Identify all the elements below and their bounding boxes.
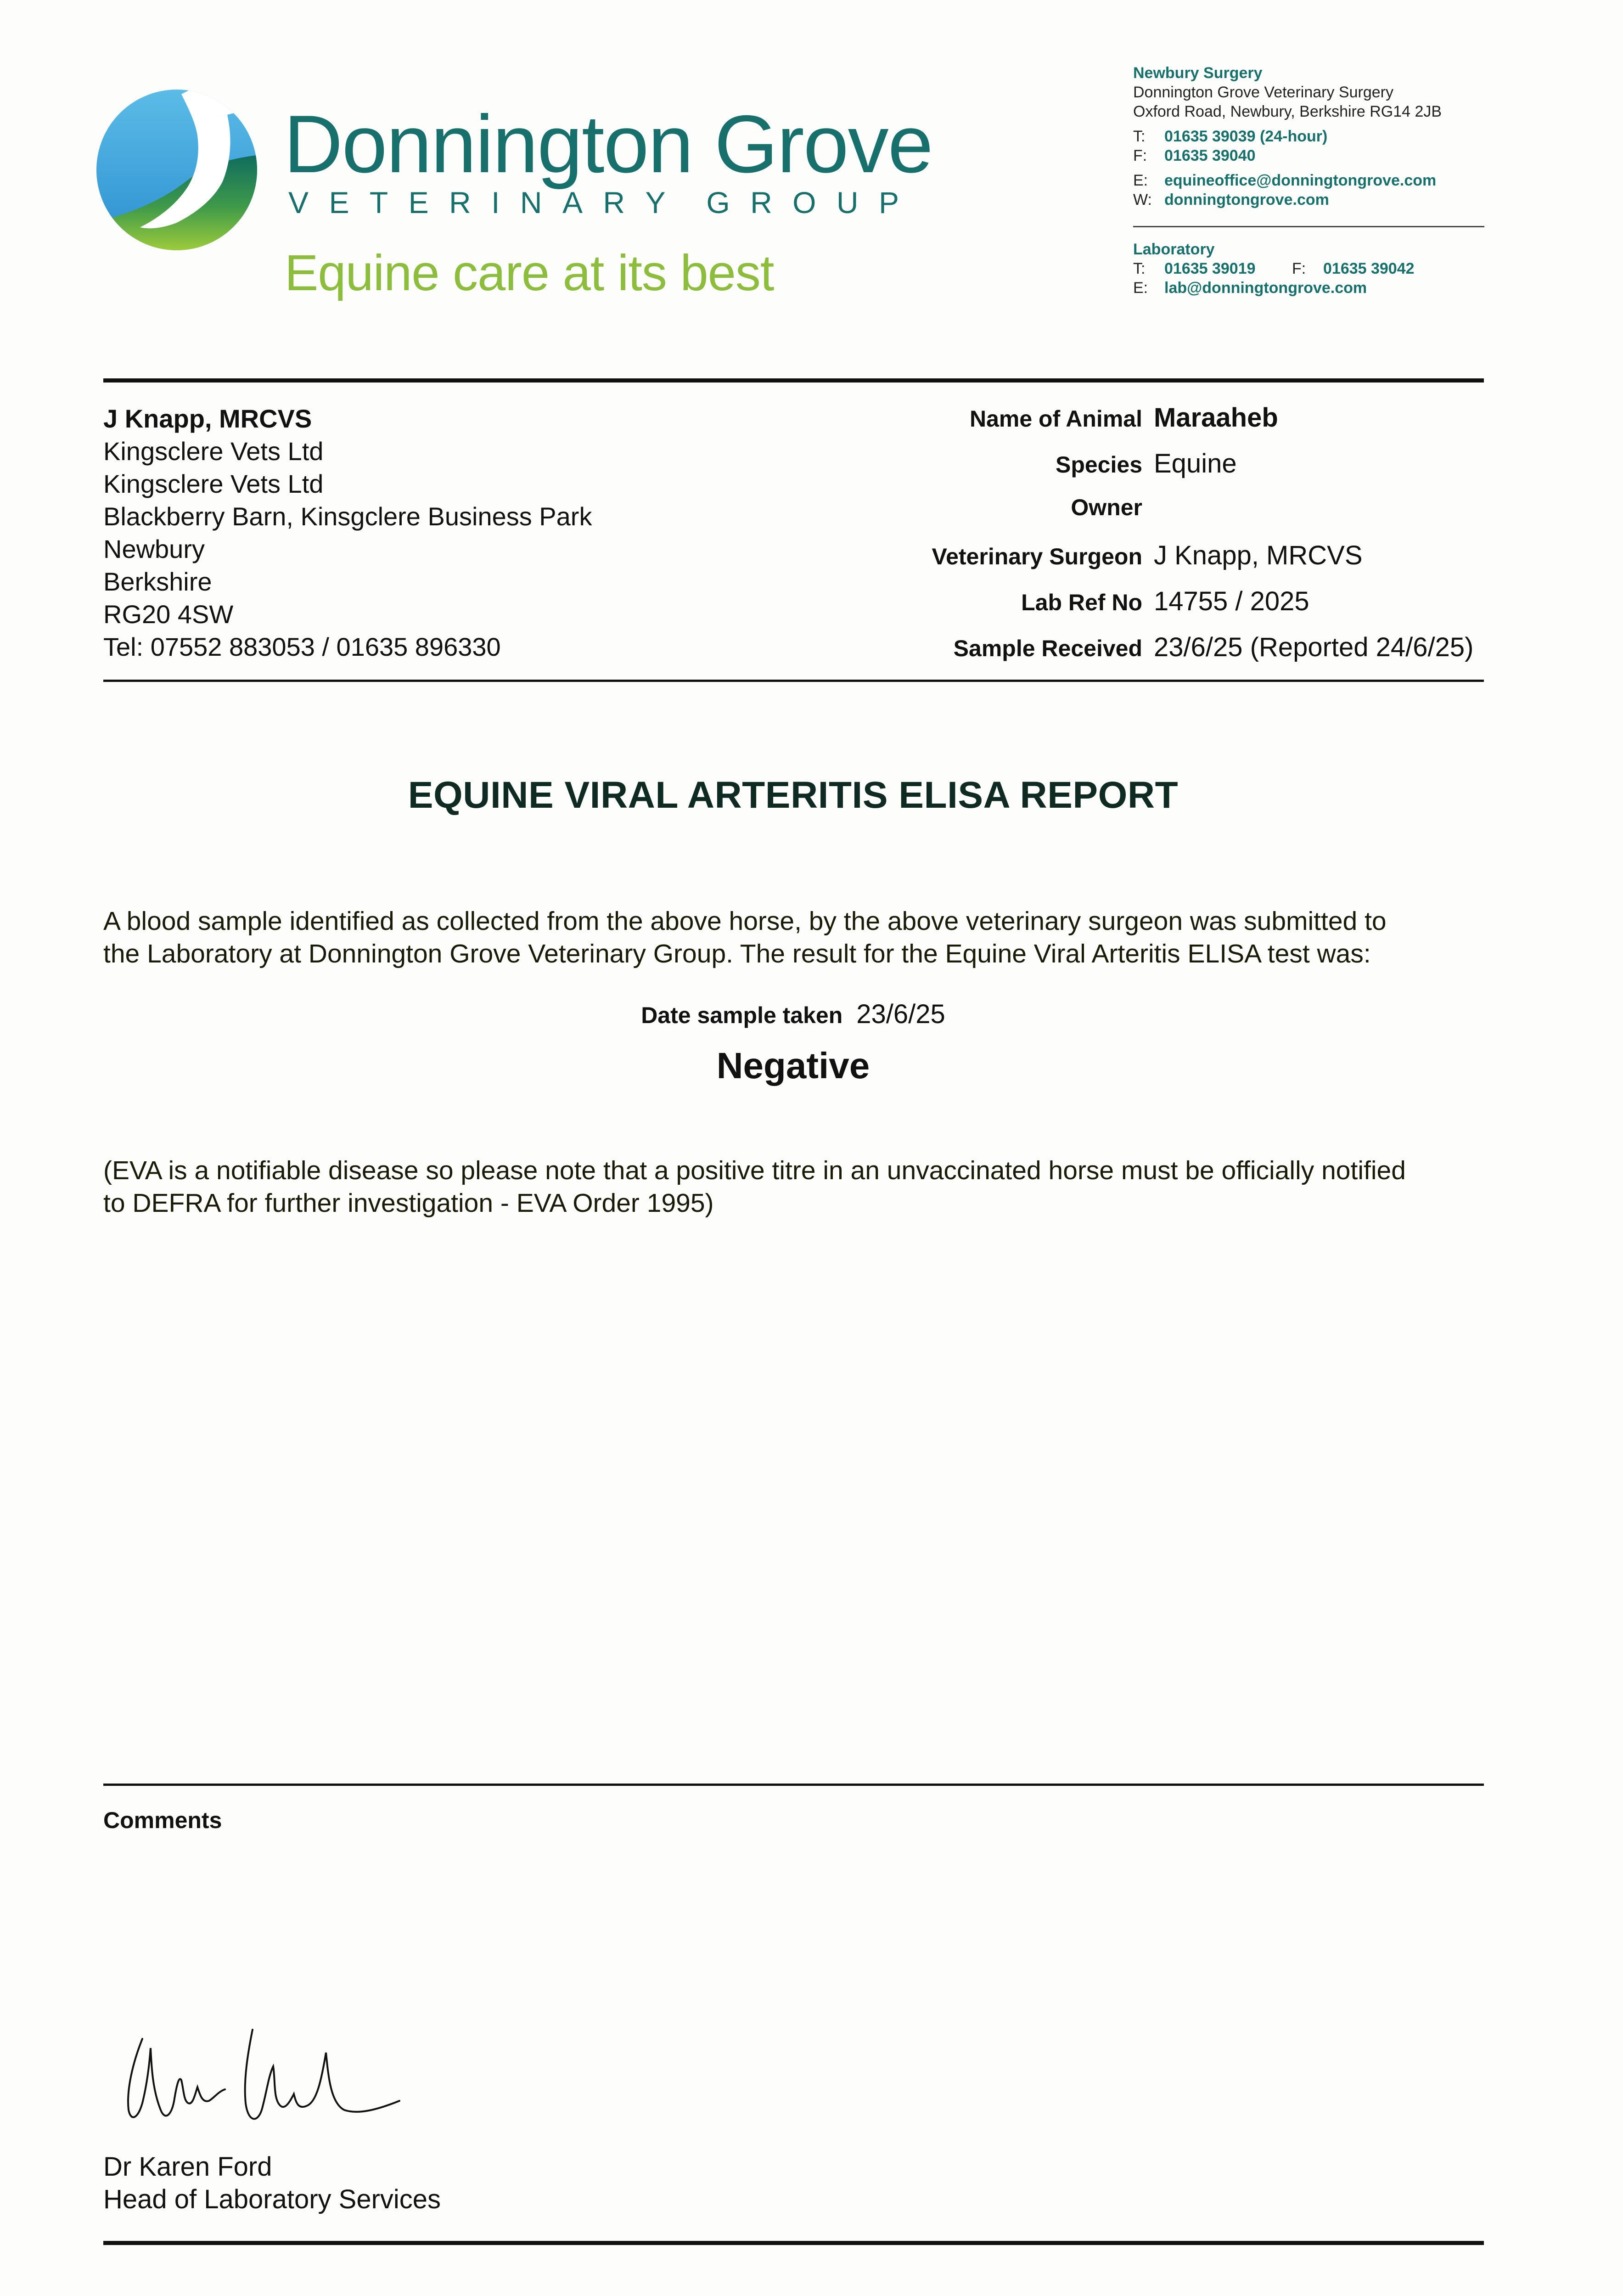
brand-tagline: Equine care at its best — [285, 245, 774, 301]
address-line: Blackberry Barn, Kinsgclere Business Park — [103, 502, 592, 531]
test-result: Negative — [716, 1045, 870, 1086]
report-intro-line: the Laboratory at Donnington Grove Veterinary Group. The result for the Equine Viral Arteritis ELISA test was: — [103, 939, 1371, 968]
brand-subtitle-letter: R — [750, 186, 772, 219]
brand-subtitle-letter: R — [449, 186, 471, 219]
recipient-address — [103, 402, 592, 663]
surgery-email-link[interactable]: equineoffice@donningtongrove.com — [1164, 172, 1437, 189]
email-label: E: — [1133, 279, 1148, 297]
fax-label: F: — [1292, 260, 1306, 277]
address-line: Kingsclere Vets Ltd — [103, 437, 324, 466]
signer-title: Head of Laboratory Services — [103, 2184, 441, 2214]
brand-subtitle-letter: O — [792, 186, 816, 219]
detail-row-species — [781, 448, 1473, 494]
detail-row-labref — [781, 586, 1473, 632]
brand-subtitle-letter: R — [603, 186, 625, 219]
brand-subtitle-letter: U — [836, 186, 859, 219]
phone-label: T: — [1133, 260, 1146, 277]
detail-row-received — [781, 632, 1473, 678]
address-line: Berkshire — [103, 567, 212, 596]
brand-subtitle-letter: A — [562, 186, 583, 219]
detail-label: Sample Received — [953, 636, 1142, 661]
detail-row-vet — [781, 540, 1473, 586]
signature-image — [115, 2011, 482, 2131]
surgery-address-line: Donnington Grove Veterinary Surgery — [1133, 84, 1393, 101]
brand-name: Donnington Grove — [284, 98, 932, 190]
surgery-contact — [1133, 63, 1442, 209]
detail-value: Equine — [1154, 449, 1237, 478]
detail-value: 14755 / 2025 — [1154, 586, 1309, 616]
detail-label: Species — [1055, 452, 1142, 478]
email-label: E: — [1133, 172, 1148, 189]
laboratory-title: Laboratory — [1133, 241, 1215, 258]
phone-label: T: — [1133, 128, 1146, 145]
comments-label: Comments — [103, 1807, 222, 1833]
brand-subtitle-letter: P — [878, 186, 899, 219]
detail-row-owner — [781, 494, 1473, 540]
footer-divider — [103, 2241, 1484, 2245]
detail-value: 23/6/25 (Reported 24/6/25) — [1154, 632, 1474, 662]
detail-label: Lab Ref No — [1021, 590, 1142, 615]
address-line: Newbury — [103, 535, 205, 563]
detail-value: Maraaheb — [1154, 403, 1278, 433]
detail-label: Name of Animal — [969, 406, 1142, 432]
address-line: Tel: 07552 883053 / 01635 896330 — [103, 632, 501, 661]
logo-icon — [94, 85, 269, 250]
detail-value: J Knapp, MRCVS — [1154, 540, 1363, 570]
brand-subtitle — [288, 187, 899, 218]
report-title: EQUINE VIRAL ARTERITIS ELISA REPORT — [408, 774, 1179, 816]
header-divider — [103, 378, 1484, 383]
date-value: 23/6/25 — [856, 999, 945, 1029]
laboratory-email-link[interactable]: lab@donningtongrove.com — [1164, 279, 1367, 297]
brand-subtitle-letter: E — [329, 186, 349, 219]
comments-divider — [103, 1784, 1484, 1786]
surgery-web-link[interactable]: donningtongrove.com — [1164, 191, 1329, 208]
brand-subtitle-letter: N — [520, 186, 542, 219]
report-note-line: to DEFRA for further investigation - EVA Order 1995) — [103, 1188, 714, 1218]
signer — [103, 2150, 441, 2216]
detail-label: Veterinary Surgeon — [932, 544, 1142, 569]
laboratory-phone: 01635 39019 — [1164, 260, 1256, 277]
laboratory-contact — [1133, 240, 1415, 298]
report-intro — [103, 905, 1485, 970]
report-note — [103, 1154, 1485, 1220]
surgery-phone: 01635 39039 (24-hour) — [1164, 128, 1328, 145]
address-line: Kingsclere Vets Ltd — [103, 469, 324, 498]
surgery-title: Newbury Surgery — [1133, 64, 1263, 82]
detail-row-name — [781, 402, 1473, 448]
report-note-line: (EVA is a notifiable disease so please note that a positive titre in an unvaccinated horse must be officially notified — [103, 1156, 1406, 1185]
signer-name: Dr Karen Ford — [103, 2152, 272, 2182]
brand-subtitle-letter: E — [408, 186, 429, 219]
recipient-name: J Knapp, MRCVS — [103, 404, 312, 433]
brand-subtitle-letter: I — [491, 186, 500, 219]
details-divider — [103, 680, 1484, 682]
report-intro-line: A blood sample identified as collected from the above horse, by the above veterinary surgeon was submitted to — [103, 906, 1387, 936]
brand-subtitle-letter: T — [369, 186, 388, 219]
brand-subtitle-letter: Y — [645, 186, 666, 219]
date-label: Date sample taken — [641, 1002, 843, 1028]
web-label: W: — [1133, 191, 1152, 208]
surgery-address-line: Oxford Road, Newbury, Berkshire RG14 2JB — [1133, 103, 1442, 120]
address-line: RG20 4SW — [103, 600, 234, 629]
contact-divider — [1133, 226, 1484, 227]
date-sample-taken — [0, 999, 1586, 1030]
brand-subtitle-letter: V — [288, 186, 309, 219]
brand-subtitle-letter: G — [706, 186, 730, 219]
surgery-fax: 01635 39040 — [1164, 147, 1256, 164]
fax-label: F: — [1133, 147, 1147, 164]
detail-label: Owner — [1071, 495, 1142, 520]
laboratory-fax: 01635 39042 — [1323, 260, 1415, 277]
animal-details — [781, 402, 1473, 678]
